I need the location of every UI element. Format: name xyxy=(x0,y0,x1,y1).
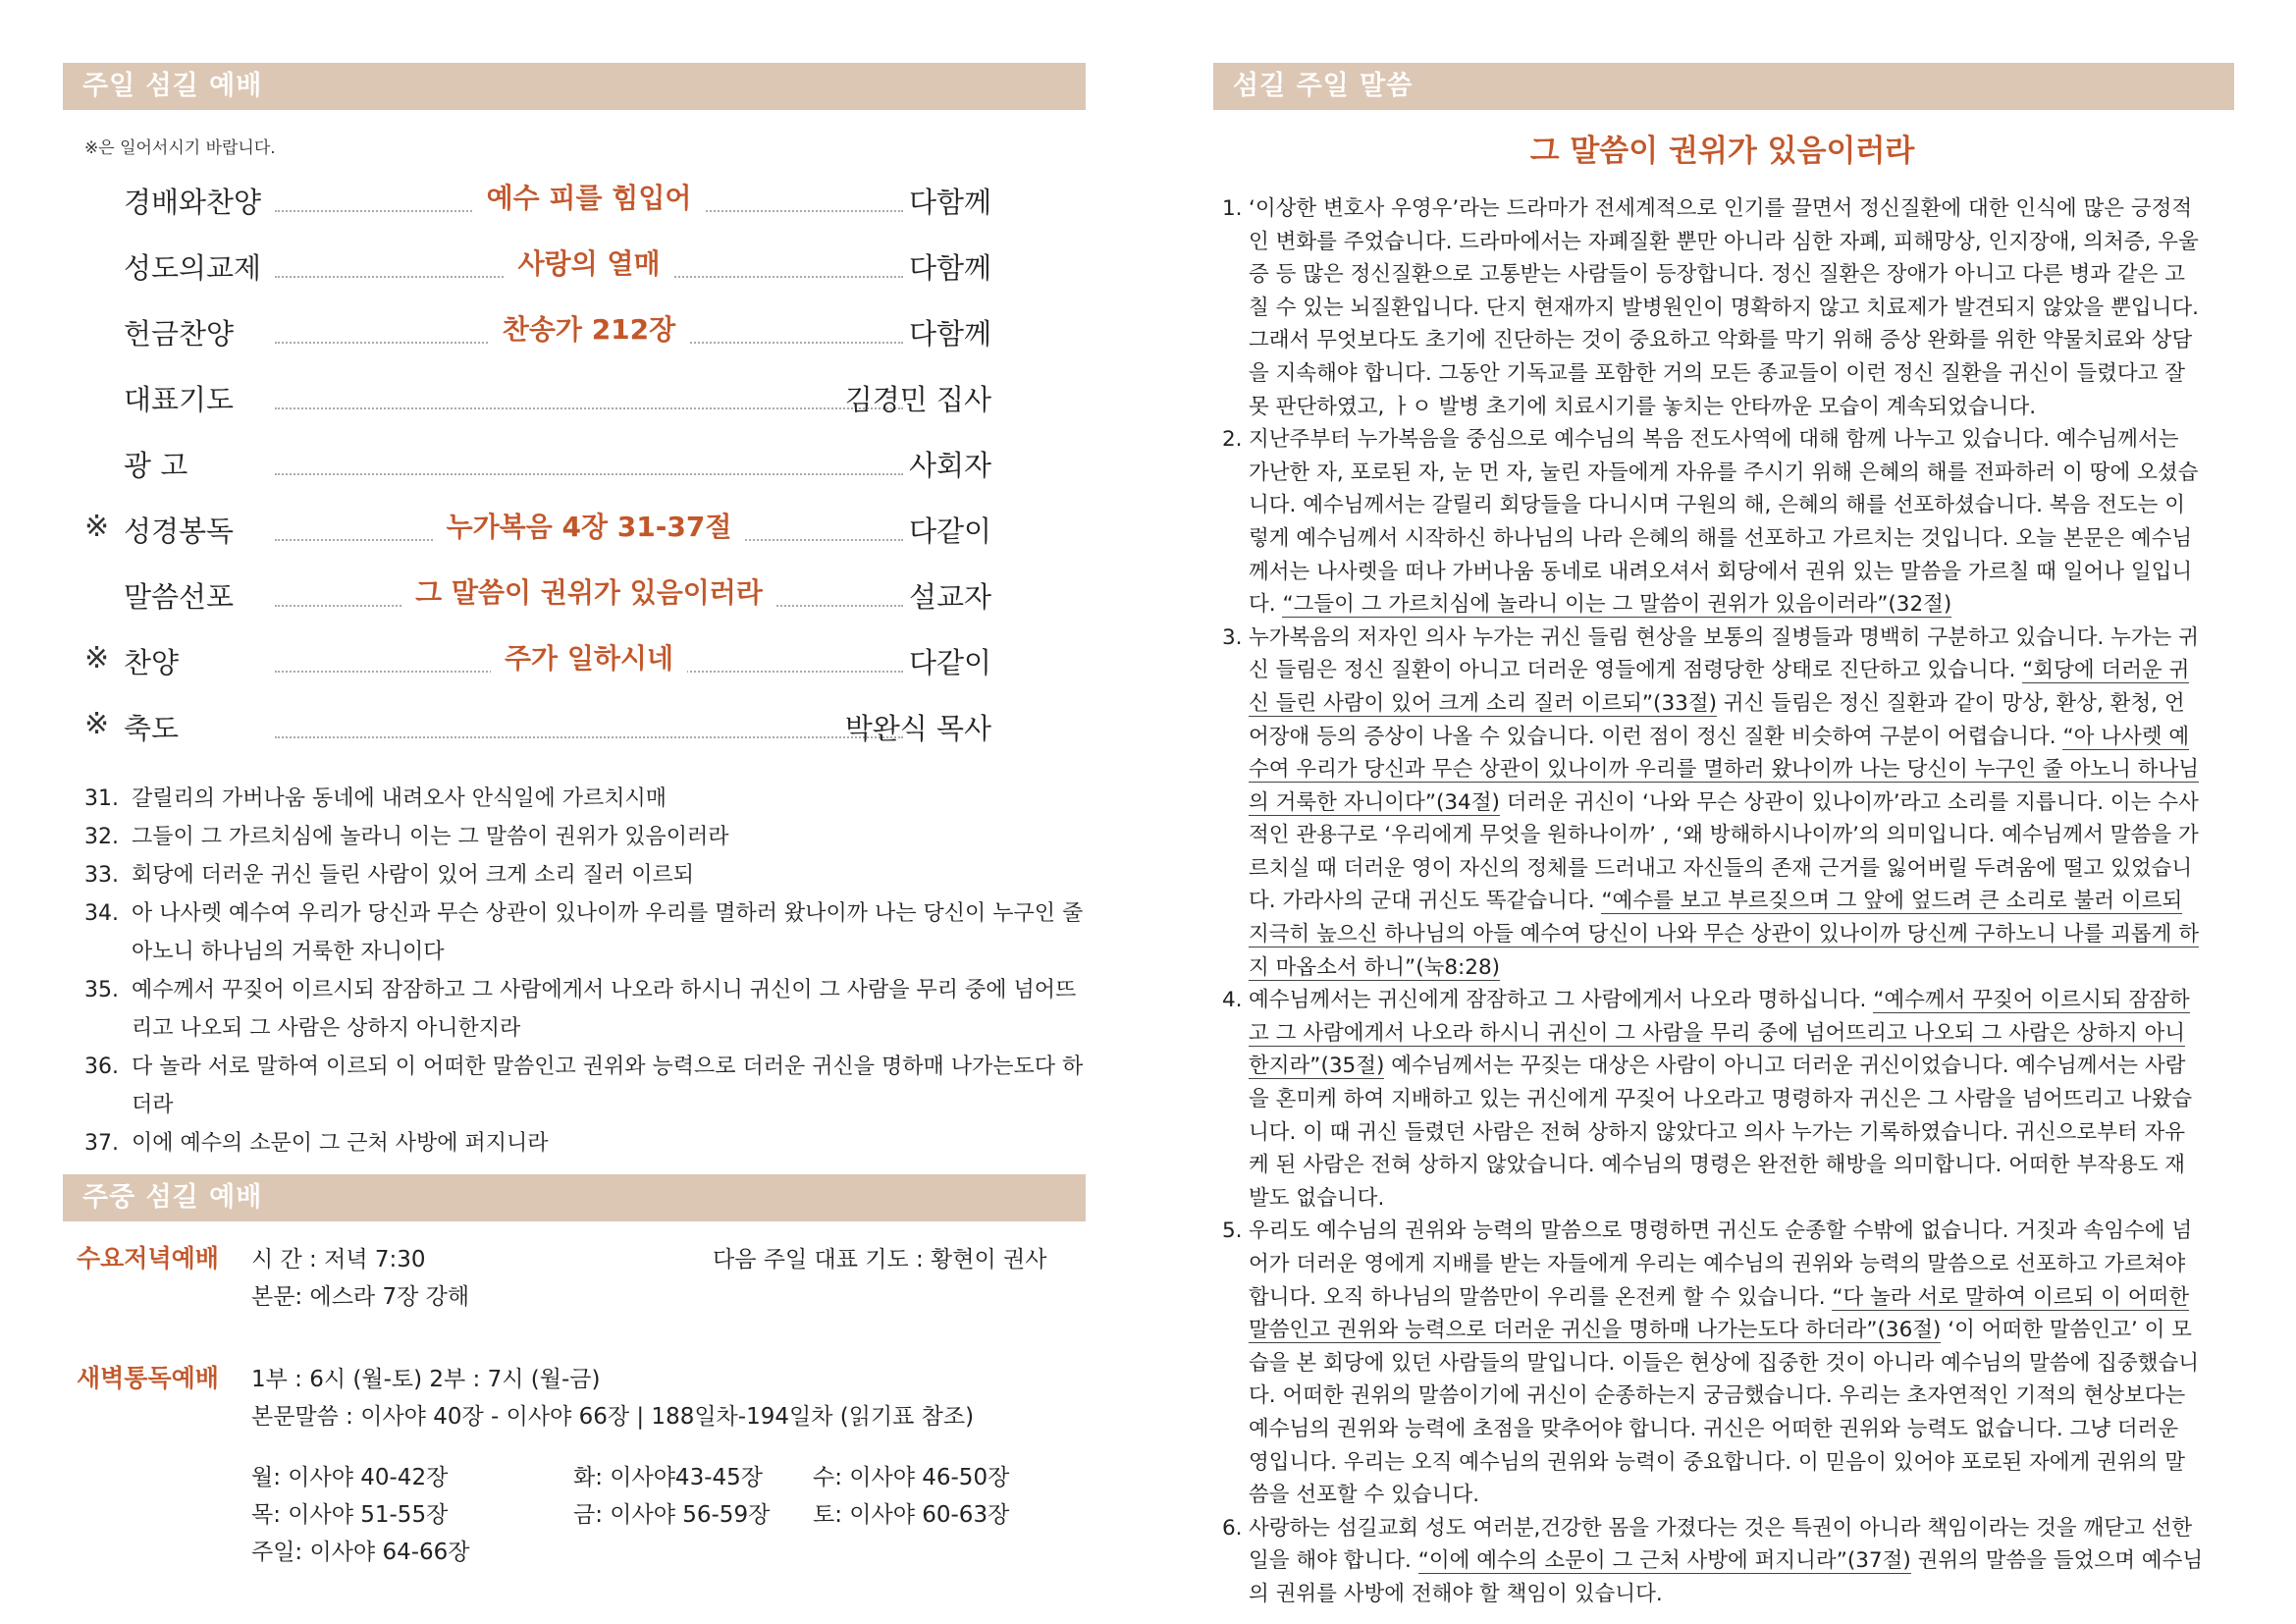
scripture-verse xyxy=(84,971,1095,1048)
order-item-detail-wrap xyxy=(275,637,903,677)
verse-text: 회당에 더러운 귀신 들린 사람이 있어 크게 소리 질러 이르되 xyxy=(132,863,694,888)
scripture-verse xyxy=(84,1048,1095,1124)
reading-day: 월: 이사야 40-42장 xyxy=(251,1465,449,1490)
scripture-verse xyxy=(84,780,1095,818)
order-item-leader: 다같이 xyxy=(908,514,991,548)
dawn-sessions: 1부 : 6시 (월-토) 2부 : 7시 (월-금) xyxy=(251,1367,601,1392)
point-number: 2. xyxy=(1222,427,1243,453)
order-item-name: 헌금찬양 xyxy=(124,317,235,351)
sermon-point xyxy=(1222,423,2204,622)
verse-number: 33. xyxy=(84,863,119,888)
sermon-point xyxy=(1222,1215,2204,1511)
scripture-verse xyxy=(84,1124,1095,1163)
point-number: 1. xyxy=(1222,196,1243,221)
sermon-point xyxy=(1222,1512,2204,1611)
order-item-detail: 누가복음 4장 31-37절 xyxy=(433,511,746,543)
next-prayer: 다음 주일 대표 기도 : 황현이 권사 xyxy=(713,1247,1047,1272)
scripture-quote: “예수를 보고 부르짖으며 그 앞에 엎드려 큰 소리로 불러 이르되 지극히 높으신 하나님의 아들 예수여 당신이 나와 무슨 상관이 있나이까 당신께 구하노니 나를 괴롭게 하지 마옵소서 하니”(눅8:28) xyxy=(1249,889,2199,980)
verse-text: 아 나사렛 예수여 우리가 당신과 무슨 상관이 있나이까 우리를 멸하러 왔나이까 나는 당신이 누구인 줄 아노니 하나님의 거룩한 자니이다 xyxy=(132,901,1084,964)
order-item-detail-wrap xyxy=(275,243,903,282)
order-item-leader: 박완식 목사 xyxy=(844,712,991,745)
point-text: 귀신 들림은 정신 질환과 같이 망상, 환상, 환청, 언어장애 등의 증상이 나올 수 있습니다. 이런 점이 정신 질환 비슷하여 구분이 어렵습니다. xyxy=(1249,690,2185,749)
order-item-leader: 김경민 집사 xyxy=(844,383,991,416)
scripture-verse xyxy=(84,818,1095,856)
point-text: ‘이상한 변호사 우영우’라는 드라마가 전세계적으로 인기를 끌면서 정신질환에 대한 인식에 많은 긍정적인 변화를 주었습니다. 드라마에서는 자폐질환 뿐만 아니라 심한 자폐, 피해망상, 인지장애, 의처증, 우울증 등 많은 정신질환으로 고통받는 사람들이 등장합니다. 정신 질환은 장애가 아니고 다른 병과 같은 고칠 수 있는 뇌질환입니다. 단지 현재까지 발병원인이 명확하지 않고 치료제가 발견되지 않았을 뿐입니다. 그래서 무엇보다도 초기에 진단하는 것이 중요하고 악화를 막기 위해 증상 완화를 위한 약물치료와 상담을 지속해야 합니다. 그동안 기독교를 포함한 거의 모든 종교들이 이런 정신 질환을 귀신이 들렸다고 잘못 판단하였고, ㅏㅇ 발병 초기에 치료시기를 놓치는 안타까운 모습이 계속되었습니다. xyxy=(1249,196,2199,419)
scripture-quote: “그들이 그 가르치심에 놀라니 이는 그 말씀이 권위가 있음이러라”(32절) xyxy=(1282,592,1952,618)
sermon-header xyxy=(1213,63,2234,110)
verse-text: 갈릴리의 가버나움 동네에 내려오사 안식일에 가르치시매 xyxy=(132,786,667,811)
verse-text: 예수께서 꾸짖어 이르시되 잠잠하고 그 사람에게서 나오라 하시니 귀신이 그 사람을 무리 중에 넘어뜨리고 나오되 그 사람은 상하지 아니한지라 xyxy=(132,978,1077,1041)
reading-day: 금: 이사야 56-59장 xyxy=(573,1502,771,1528)
sermon-point xyxy=(1222,192,2204,423)
scripture-quote: “아 나사렛 예수여 우리가 당신과 무슨 상관이 있나이까 우리를 멸하러 왔나이까 나는 당신이 누구인 줄 아노니 하나님의 거룩한 자니이다”(34절) xyxy=(1249,724,2199,815)
right-page xyxy=(1148,0,2296,1624)
reading-day: 토: 이사야 60-63장 xyxy=(813,1502,1010,1528)
order-item-leader: 다함께 xyxy=(908,186,991,219)
order-item-detail: 예수 피를 힘입어 xyxy=(473,182,706,214)
sunday-service-header xyxy=(63,63,1086,110)
verse-number: 36. xyxy=(84,1055,119,1079)
wednesday-time: 시 간 : 저녁 7:30 xyxy=(251,1247,426,1272)
sermon-point xyxy=(1222,622,2204,985)
order-row xyxy=(0,239,1080,290)
dawn-label: 새벽통독예배 xyxy=(77,1364,219,1392)
point-text: 예수님께서는 귀신에게 잠잠하고 그 사람에게서 나오라 명하십니다. xyxy=(1249,988,1874,1013)
order-item-leader: 사회자 xyxy=(908,449,991,482)
point-text: 더러운 귀신이 ‘나와 무슨 상관이 있나이까’라고 소리를 지릅니다. 이는 수사적인 관용구로 ‘우리에게 무엇을 원하나이까’ , ‘왜 방해하시나이까’의 의미입니다. 예수님께서 말씀을 가르치실 때 더러운 영이 자신의 정체를 드러내고 자신들의 존재 근거를 잃어버릴 두려움에 떨고 있었습니다. 가라사의 군대 귀신도 똑같습니다. xyxy=(1249,789,2199,914)
dawn-text: 본문말씀 : 이사야 40장 - 이사야 66장 | 188일차-194일차 (읽기표 참조) xyxy=(251,1404,975,1430)
order-item-detail: 찬송가 212장 xyxy=(489,313,689,346)
order-item-name: 광 고 xyxy=(124,449,188,482)
point-text: 누가복음의 저자인 의사 누가는 귀신 들림 현상을 보통의 질병들과 명백히 구분하고 있습니다. 누가는 귀신 들림은 정신 질환이 아니고 더러운 영들에게 점령당한 상태로 진단하고 있습니다. xyxy=(1249,624,2199,683)
order-item-leader: 다함께 xyxy=(908,317,991,351)
scripture-quote: “예수께서 꾸짖어 이르시되 잠잠하고 그 사람에게서 나오라 하시니 귀신이 그 사람을 무리 중에 넘어뜨리고 나오되 그 사람은 상하지 아니한지라”(35절) xyxy=(1249,988,2190,1079)
verse-number: 34. xyxy=(84,901,119,926)
point-number: 5. xyxy=(1222,1218,1243,1244)
scripture-verse xyxy=(84,894,1095,971)
point-text: 사랑하는 섬길교회 성도 여러분,건강한 몸을 가졌다는 것은 특권이 아니라 책임이라는 것을 깨닫고 선한 일을 해야 합니다. xyxy=(1249,1515,2193,1574)
order-item-detail-wrap xyxy=(275,308,903,348)
point-text: ‘이 어떠한 말씀인고’ 이 모습을 본 회당에 있던 사람들의 말입니다. 이들은 현상에 집중한 것이 아니라 예수님의 말씀에 집중했습니다. 어떠한 권위의 말씀이기에 귀신이 순종하는지 궁금했습니다. 우리는 초자연적인 기적의 현상보다는 예수님의 권위와 능력에 초점을 맞추어야 합니다. 귀신은 어떠한 권위와 능력도 없습니다. 그냥 더러운 영입니다. 우리는 오직 예수님의 권위와 능력이 중요합니다. 이 믿음이 있어야 포로된 자에게 권위의 말씀을 선포할 수 있습니다. xyxy=(1249,1318,2199,1508)
verse-number: 32. xyxy=(84,825,119,849)
point-number: 6. xyxy=(1222,1515,1243,1541)
order-item-leader: 다같이 xyxy=(908,646,991,679)
order-item-leader: 다함께 xyxy=(908,251,991,285)
verse-number: 35. xyxy=(84,978,119,1002)
order-item-detail-wrap xyxy=(275,177,903,216)
reading-day: 수: 이사야 46-50장 xyxy=(813,1465,1010,1490)
order-item-detail-wrap xyxy=(275,506,903,545)
order-item-name: 말씀선포 xyxy=(124,580,235,614)
reading-day: 주일: 이사야 64-66장 xyxy=(251,1540,470,1565)
weekday-service-header xyxy=(63,1174,1086,1221)
sunday-service-title: 주일 섬길 예배 xyxy=(82,71,263,101)
verse-number: 37. xyxy=(84,1131,119,1156)
order-row xyxy=(0,370,1080,421)
leader-dots xyxy=(275,736,903,738)
verse-number: 31. xyxy=(84,786,119,811)
leader-dots xyxy=(275,407,903,409)
scripture-quote: “회당에 더러운 귀신 들린 사람이 있어 크게 소리 질러 이르되”(33절) xyxy=(1249,658,2190,716)
reading-day: 목: 이사야 51-55장 xyxy=(251,1502,449,1528)
scripture-quote: “이에 예수의 소문이 그 근처 사방에 퍼지니라”(37절) xyxy=(1417,1548,1911,1574)
sermon-section-title: 섬길 주일 말씀 xyxy=(1233,71,1414,101)
order-row xyxy=(0,436,1080,487)
order-row xyxy=(0,568,1080,619)
order-item-name: 성도의교제 xyxy=(124,251,262,285)
order-row xyxy=(0,304,1080,355)
order-item-name: 대표기도 xyxy=(124,383,235,416)
verse-text: 다 놀라 서로 말하여 이르되 이 어떠한 말씀인고 권위와 능력으로 더러운 귀신을 명하매 나가는도다 하더라 xyxy=(132,1055,1084,1117)
sermon-title: 그 말씀이 권위가 있음이러라 xyxy=(1529,134,1915,169)
order-item-name: 경배와찬양 xyxy=(124,186,262,219)
order-item-name: 성경봉독 xyxy=(124,514,235,548)
scripture-verse xyxy=(84,856,1095,894)
verse-text: 이에 예수의 소문이 그 근처 사방에 퍼지니라 xyxy=(132,1131,549,1156)
point-text: 예수님께서는 꾸짖는 대상은 사람이 아니고 더러운 귀신이었습니다. 예수님께서는 사람을 혼미케 하여 지배하고 있는 귀신에게 꾸짖어 나오라고 명령하자 귀신은 그 사람을 넘어뜨리고 나왔습니다. 이 때 귀신 들렸던 사람은 전혀 상하지 않았다고 의사 누가는 기록하였습니다. 귀신으로부터 자유케 된 사람은 전혀 상하지 않았습니다. 예수님의 명령은 완전한 해방을 의미합니다. 어떠한 부작용도 재발도 없습니다. xyxy=(1249,1054,2193,1211)
order-item-detail: 주가 일하시네 xyxy=(491,642,687,675)
reading-day: 화: 이사야43-45장 xyxy=(573,1465,763,1490)
order-item-name: 축도 xyxy=(124,712,180,745)
point-text: 지난주부터 누가복음을 중심으로 예수님의 복음 전도사역에 대해 함께 나누고 있습니다. 예수님께서는 가난한 자, 포로된 자, 눈 먼 자, 눌린 자들에게 자유를 주시기 위해 은혜의 해를 전파하러 이 땅에 오셨습니다. 예수님께서는 갈릴리 회당들을 다니시며 구원의 해, 은혜의 해를 선포하셨습니다. 복음 전도는 이렇게 예수님께서 시작하신 하나님의 나라 은혜의 해를 선포하고 가르치는 것입니다. 오늘 본문은 예수님께서는 나사렛을 떠나 가버나움 동네로 내려오셔서 회당에서 권위 있는 말씀을 가르칠 때 일어나 일입니다. xyxy=(1249,427,2199,618)
order-row xyxy=(0,633,1080,684)
order-item-leader: 설교자 xyxy=(908,580,991,614)
stand-mark: ※ xyxy=(84,641,110,676)
scripture-passage xyxy=(84,780,1095,1163)
order-item-detail-wrap xyxy=(275,571,903,611)
stand-mark: ※ xyxy=(84,510,110,544)
point-number: 3. xyxy=(1222,624,1243,650)
order-row xyxy=(0,173,1080,224)
stand-note: ※은 일어서시기 바랍니다. xyxy=(84,138,276,158)
wednesday-label: 수요저녁예배 xyxy=(77,1244,219,1272)
order-item-detail: 그 말씀이 권위가 있음이러라 xyxy=(401,576,776,609)
scripture-quote: “다 놀라 서로 말하여 이르되 이 어떠한 말씀인고 권위와 능력으로 더러운 귀신을 명하매 나가는도다 하더라”(36절) xyxy=(1249,1284,2190,1343)
leader-dots xyxy=(275,473,903,475)
point-number: 4. xyxy=(1222,988,1243,1013)
stand-mark: ※ xyxy=(84,707,110,741)
order-row xyxy=(0,502,1080,553)
sermon-point xyxy=(1222,984,2204,1215)
order-row xyxy=(0,699,1080,750)
order-item-name: 찬양 xyxy=(124,646,180,679)
sermon-body xyxy=(1222,192,2204,1611)
point-text: 권위의 말씀을 들었으며 예수님의 권위를 사방에 전해야 할 책임이 있습니다. xyxy=(1249,1548,2204,1606)
point-text: 우리도 예수님의 권위와 능력의 말씀으로 명령하면 귀신도 순종할 수밖에 없습니다. 거짓과 속임수에 넘어가 더러운 영에게 지배를 받는 자들에게 우리는 예수님의 권위와 능력의 말씀으로 선포하고 가르쳐야 합니다. 오직 하나님의 말씀만이 우리를 온전케 할 수 있습니다. xyxy=(1249,1218,2193,1310)
verse-text: 그들이 그 가르치심에 놀라니 이는 그 말씀이 권위가 있음이러라 xyxy=(132,825,729,849)
weekday-service-title: 주중 섬길 예배 xyxy=(82,1182,263,1213)
wednesday-text: 본문: 에스라 7장 강해 xyxy=(251,1284,470,1310)
order-item-detail: 사랑의 열매 xyxy=(505,247,674,280)
